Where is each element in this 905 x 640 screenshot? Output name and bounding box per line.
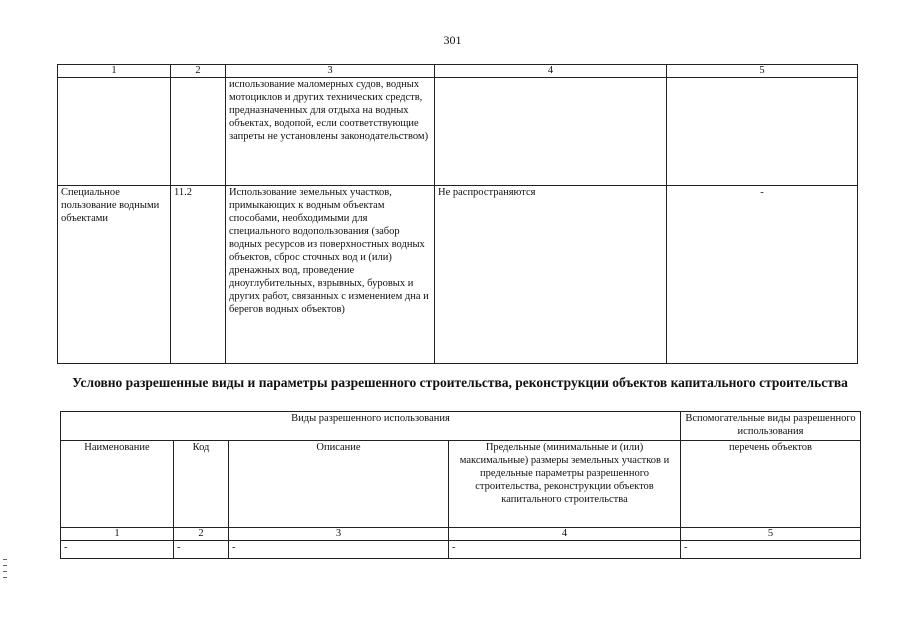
cell-code: - [174, 541, 229, 559]
column-number-row [61, 528, 861, 541]
cell-description: - [229, 541, 449, 559]
cell-auxiliary [667, 78, 858, 186]
conditional-uses-table [60, 411, 861, 559]
col-number-2: 2 [171, 65, 226, 78]
column-header-code: Код [174, 441, 229, 528]
table-row-special-water-use [58, 186, 858, 364]
cell-name: - [61, 541, 174, 559]
col-number-3: 3 [229, 528, 449, 541]
margin-mark [3, 559, 7, 560]
col-number-5: 5 [681, 528, 861, 541]
margin-mark [3, 577, 7, 578]
page-number: 301 [443, 33, 462, 47]
table-row-empty [61, 541, 861, 559]
cell-auxiliary: - [667, 186, 858, 364]
column-header-aux-list: перечень объектов [681, 441, 861, 528]
cell-description: Использование земельных участков, примыкающих к водным объектам способами, необходимыми для специального водопользования (забор водных ресурсов из поверхностных водных объектов, сброс сточных вод и (или) дренажных вод, проведение дноуглубительных, взрывных, буровых и других работ, связанных с изменением дна и берегов водных объектов) [226, 186, 435, 364]
col-number-1: 1 [58, 65, 171, 78]
cell-description: использование маломерных судов, водных мотоциклов и других технических средств, предназначенных для отдыха на водных объектах, водопой, если соответствующие запреты не установлены законодательством) [226, 78, 435, 186]
col-number-5: 5 [667, 65, 858, 78]
column-header-limits: Предельные (минимальные и (или) максимальные) размеры земельных участков и предельные параметры разрешенного строительства, реконструкции объектов капитального строительства [449, 441, 681, 528]
col-number-4: 4 [449, 528, 681, 541]
cell-limits [435, 78, 667, 186]
column-header-row [61, 441, 861, 528]
group-header-auxiliary: Вспомогательные виды разрешенного использования [681, 412, 861, 441]
section-title: Условно разрешенные виды и параметры разрешенного строительства, реконструкции объектов капитального строительства [72, 375, 848, 390]
table-row-continued [58, 78, 858, 186]
col-number-1: 1 [61, 528, 174, 541]
cell-limits: - [449, 541, 681, 559]
permitted-uses-table-continued [57, 64, 858, 364]
cell-code [171, 78, 226, 186]
cell-limits: Не распространяются [435, 186, 667, 364]
col-number-3: 3 [226, 65, 435, 78]
column-header-name: Наименование [61, 441, 174, 528]
group-header-row [61, 412, 861, 441]
col-number-2: 2 [174, 528, 229, 541]
margin-mark [3, 565, 7, 566]
cell-code: 11.2 [171, 186, 226, 364]
margin-scan-marks [3, 559, 7, 583]
col-number-4: 4 [435, 65, 667, 78]
column-header-description: Описание [229, 441, 449, 528]
cell-name: Специальное пользование водными объектами [58, 186, 171, 364]
group-header-main: Виды разрешенного использования [61, 412, 681, 441]
cell-name [58, 78, 171, 186]
cell-auxiliary: - [681, 541, 861, 559]
margin-mark [3, 571, 7, 572]
column-number-row [58, 65, 858, 78]
